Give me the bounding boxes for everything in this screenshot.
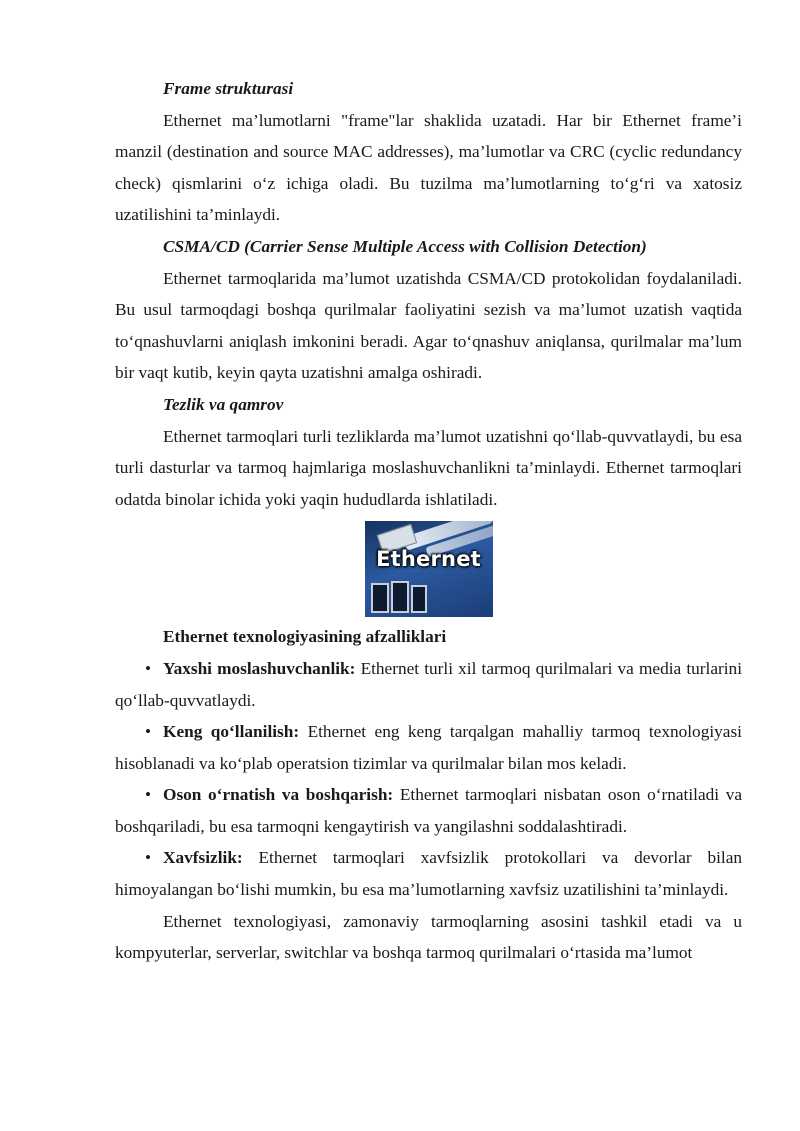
advantage-text: Ethernet tarmoqlari xavfsizlik protokollari va devorlar bilan himoyalangan bo‘lishi mumkin, bu esa ma’lumotlarning xavfsiz uzatilishini ta’minlaydi. (115, 848, 742, 900)
frame-paragraph: Ethernet ma’lumotlarni "frame"lar shaklida uzatadi. Har bir Ethernet frame’i manzil (destination and source MAC addresses), ma’lumotlar va CRC (cyclic redundancy check) qismlarini o‘z ichiga oladi. Bu tuzilma ma’lumotlarning to‘g‘ri va xatosiz uzatilishini ta’minlaydi. (115, 110, 742, 225)
advantage-term: Yaxshi moslashuvchanlik: (163, 658, 356, 678)
frame-heading: Frame strukturasi (163, 79, 294, 98)
speed-heading: Tezlik va qamrov (163, 394, 284, 414)
advantage-term: Keng qo‘llanilish: (163, 722, 300, 742)
advantage-text: Ethernet turli xil tarmoq qurilmalari va media turlarini qo‘llab-quvvatlaydi. (115, 658, 742, 710)
ethernet-image-label: Ethernet (376, 547, 481, 572)
csma-paragraph: Ethernet tarmoqlarida ma’lumot uzatishda CSMA/CD protokolidan foydalaniladi. Bu usul tarmoqdagi boshqa qurilmalar faoliyatini sezish va ma’lumot uzatish vaqtida to‘qnashuvlarni aniqlash imkonini beradi. Agar to‘qnashuv aniqlansa, qurilmalar ma’lum bir vaqt kutib, keyin qayta uzatishni amalga oshiradi. (115, 268, 742, 383)
ethernet-image (365, 521, 493, 617)
csma-heading: CSMA/CD (Carrier Sense Multiple Access with Collision Detection) (163, 236, 647, 256)
advantages-heading: Ethernet texnologiyasining afzalliklari (163, 627, 447, 647)
advantage-item (115, 653, 742, 716)
bullet-icon: • (145, 848, 152, 868)
speed-paragraph: Ethernet tarmoqlari turli tezliklarda ma’lumot uzatishni qo‘llab-quvvatlaydi, bu esa turli dasturlar va tarmoq hajmlariga moslashuvchanlikni ta’minlaydi. Ethernet tarmoqlari odatda binolar ichida yoki yaqin hududlarda ishlatiladi. (115, 426, 742, 509)
advantage-term: Oson o‘rnatish va boshqarish: (163, 785, 394, 805)
bullet-icon: • (145, 658, 152, 678)
advantage-item (115, 842, 742, 905)
ethernet-figure (115, 521, 742, 617)
advantage-text: Ethernet tarmoqlari nisbatan oson o‘rnatiladi va boshqariladi, bu esa tarmoqni kengaytirish va yangilashni soddalashtiradi. (115, 785, 743, 836)
bullet-icon: • (145, 785, 152, 805)
advantage-text: Ethernet eng keng tarqalgan mahalliy tarmoq texnologiyasi hisoblanadi va ko‘plab operatsion tizimlar va qurilmalar bilan mos keladi. (115, 722, 742, 773)
advantage-item (115, 779, 742, 842)
bullet-icon: • (145, 722, 152, 742)
closing-paragraph: Ethernet texnologiyasi, zamonaviy tarmoqlarning asosini tashkil etadi va u kompyuterlar, serverlar, switchlar va boshqa tarmoq qurilmalari o‘rtasida ma’lumot (115, 911, 742, 963)
advantage-term: Xavfsizlik: (163, 848, 243, 868)
advantage-item (115, 716, 742, 779)
